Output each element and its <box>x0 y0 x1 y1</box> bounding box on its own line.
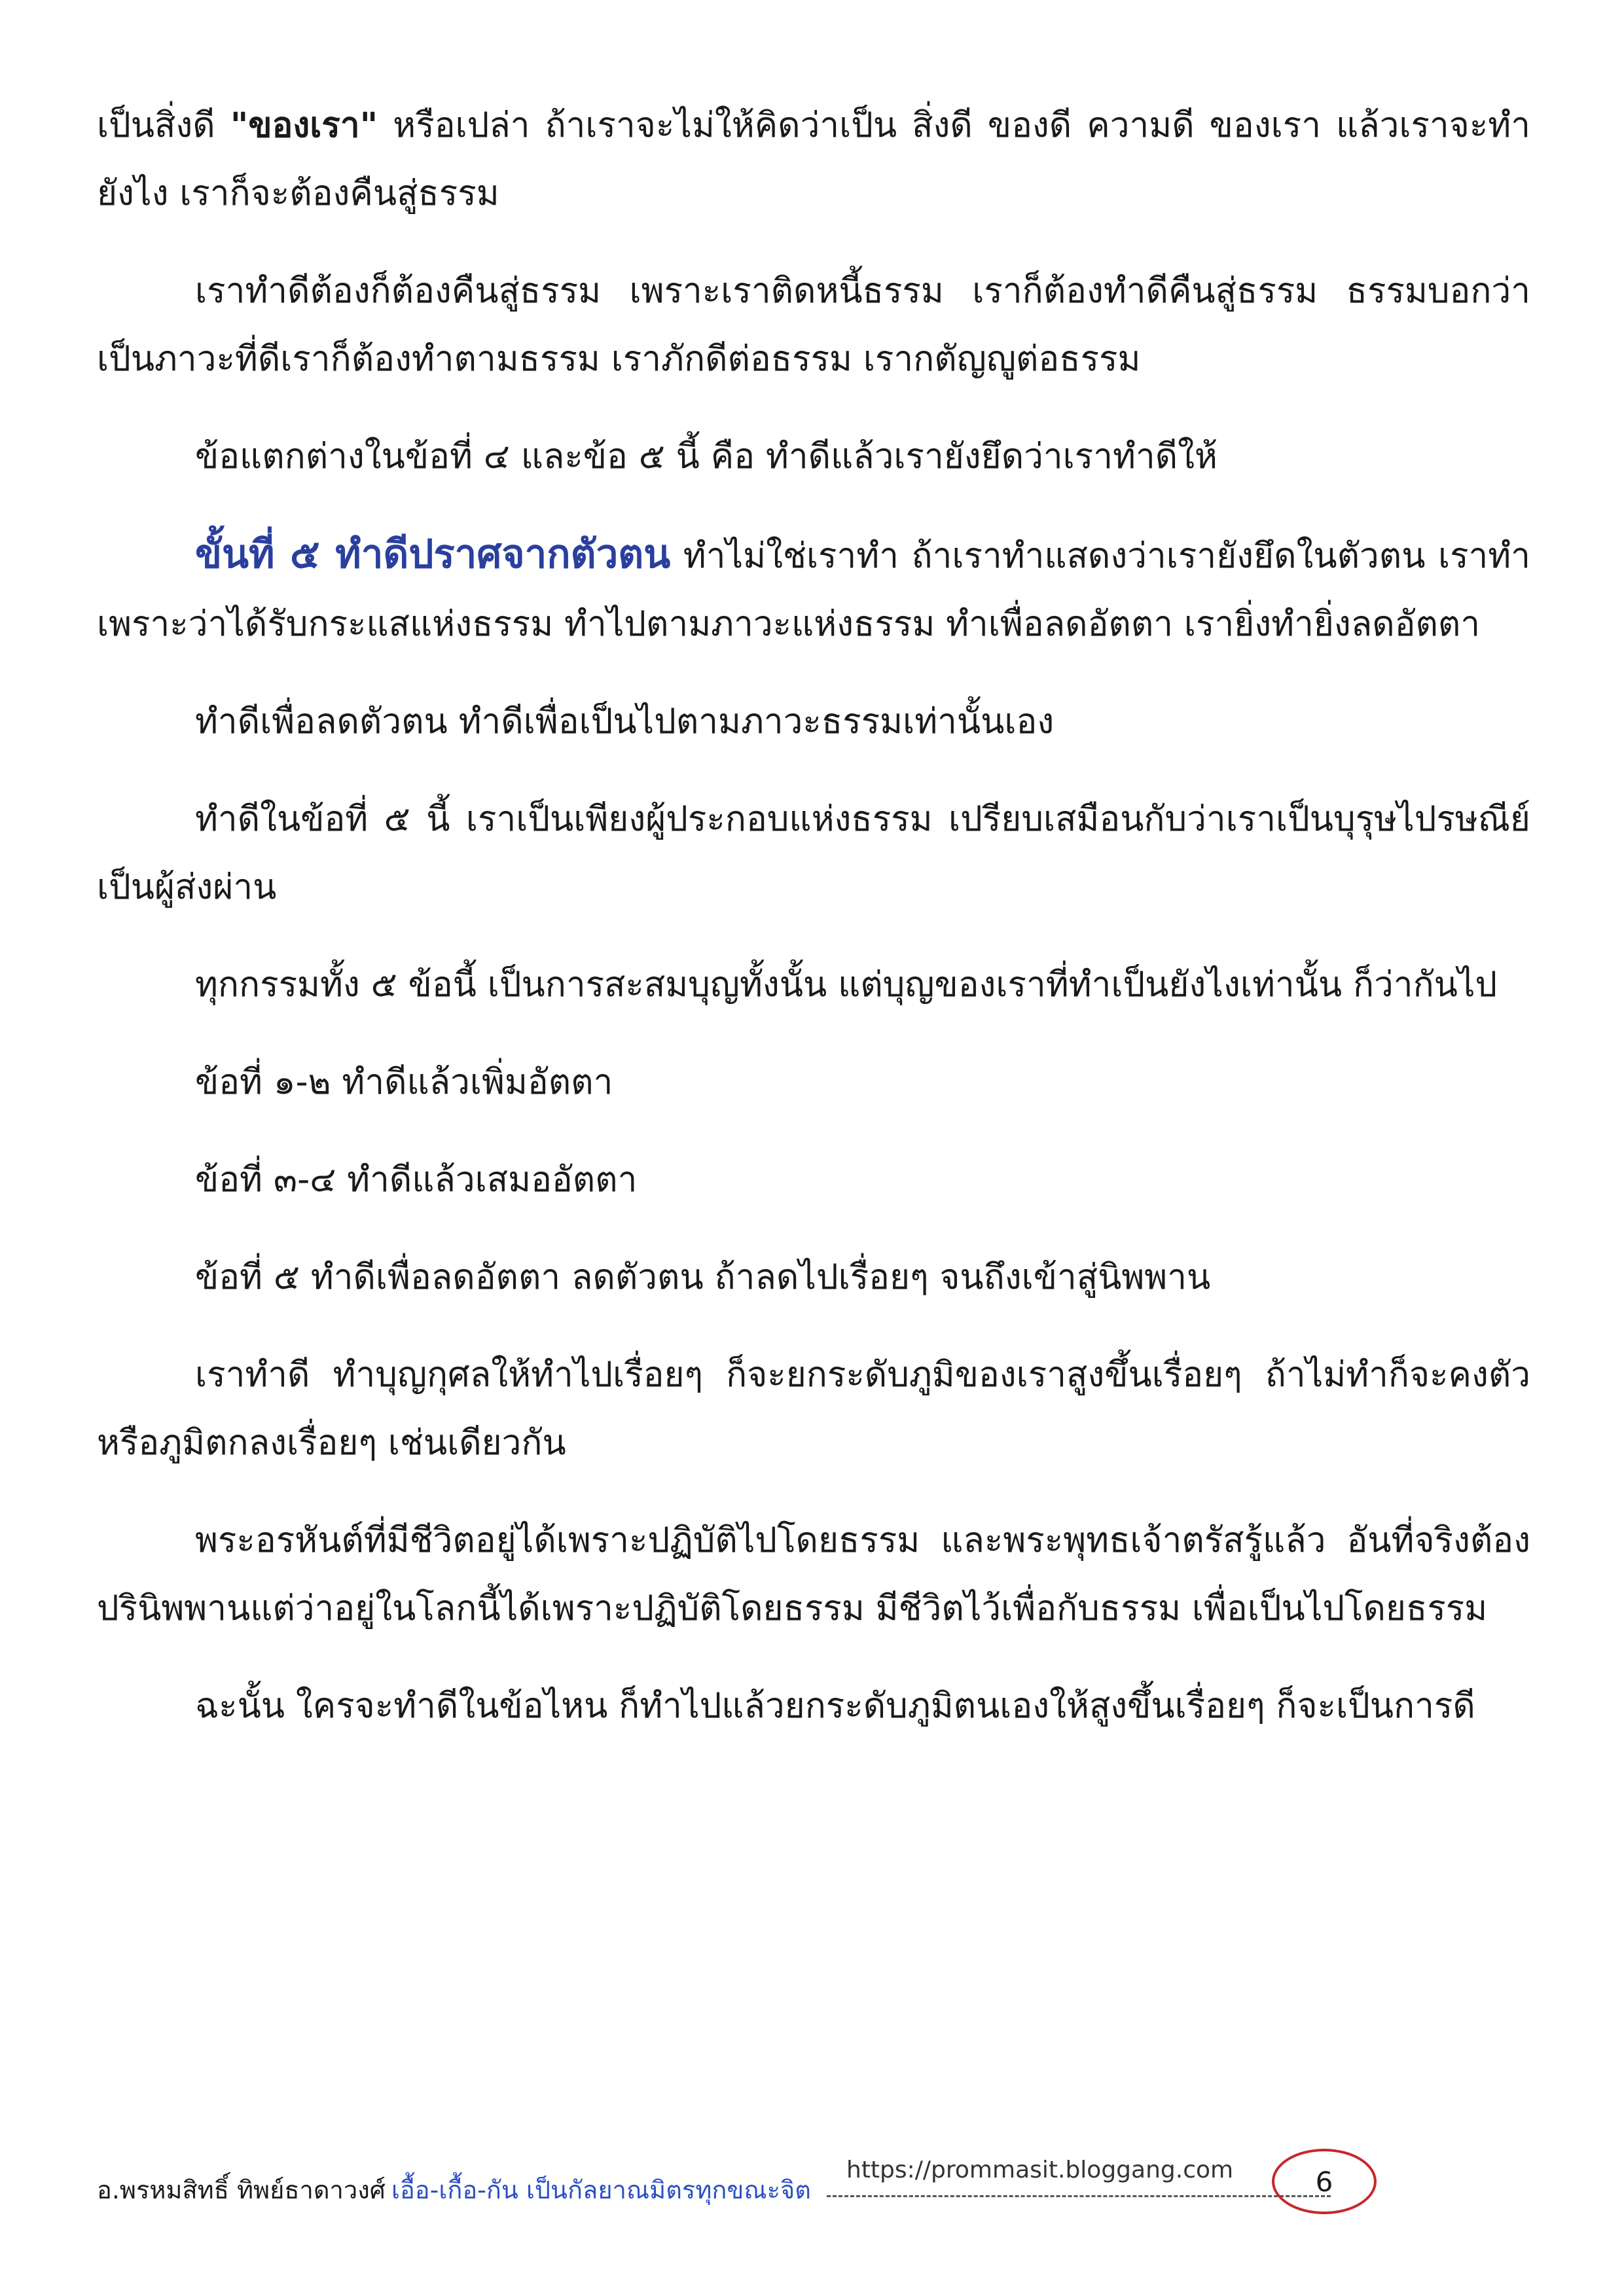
page-number-badge <box>1272 2149 1377 2214</box>
paragraph-2: เราทำดีต้องก็ต้องคืนสู่ธรรม เพราะเราติดหนี้ธรรม เราก็ต้องทำดีคืนสู่ธรรม ธรรมบอกว่าเป็นภาวะที่ดีเราก็ต้องทำตามธรรม เราภักดีต่อธรรม เรากตัญญูต่อธรรม <box>97 271 1530 379</box>
page-number: 6 <box>1315 2165 1333 2198</box>
paragraph-12: พระอรหันต์ที่มีชีวิตอยู่ได้เพราะปฏิบัติไปโดยธรรม และพระพุทธเจ้าตรัสรู้แล้ว อันที่จริงต้องปรินิพพานแต่ว่าอยู่ในโลกนี้ได้เพราะปฏิบัติโดยธรรม มีชีวิตไว้เพื่อกับธรรม เพื่อเป็นไปโดยธรรม <box>97 1520 1530 1628</box>
step-5-heading: ขั้นที่ ๕ ทำดีปราศจากตัวตน <box>195 531 671 577</box>
footer-slogan: เอื้อ-เกื้อ-กัน เป็นกัลยาณมิตรทุกขณะจิต <box>391 2176 811 2204</box>
paragraph-1-after: หรือเปล่า ถ้าเราจะไม่ให้คิดว่าเป็น สิ่งดี ของดี ความดี ของเรา แล้วเราจะทำยังไง เราก็จะต้องคืนสู่ธรรม <box>97 105 1530 213</box>
paragraph-6: ทำดีในข้อที่ ๕ นี้ เราเป็นเพียงผู้ประกอบแห่งธรรม เปรียบเสมือนกับว่าเราเป็นบุรุษไปรษณีย์ เป็นผู้ส่งผ่าน <box>97 799 1530 907</box>
footer-author: อ.พรหมสิทธิ์ ทิพย์ธาดาวงศ์ <box>97 2176 386 2204</box>
paragraph-10: ข้อที่ ๕ ทำดีเพื่อลดอัตตา ลดตัวตน ถ้าลดไปเรื่อยๆ จนถึงเข้าสู่นิพพาน <box>195 1257 1211 1297</box>
paragraph-1-bold: "ของเรา" <box>230 105 378 145</box>
paragraph-4-text: ทำไม่ใช่เราทำ ถ้าเราทำแสดงว่าเรายังยึดในตัวตน เราทำเพราะว่าได้รับกระแสแห่งธรรม ทำไปตามภาวะแห่งธรรม ทำเพื่อลดอัตตา เรายิ่งทำยิ่งลดอัตตา <box>97 536 1530 644</box>
paragraph-1 <box>97 92 1530 228</box>
body-text <box>97 92 1530 1770</box>
page-footer <box>97 2144 1530 2215</box>
paragraph-7: ทุกกรรมทั้ง ๕ ข้อนี้ เป็นการสะสมบุญทั้งนั้น แต่บุญของเราที่ทำเป็นยังไงเท่านั้น ก็ว่ากันไป <box>195 965 1498 1005</box>
footer-url-link[interactable]: https://prommasit.bloggang.com <box>827 2157 1331 2197</box>
paragraph-3: ข้อแตกต่างในข้อที่ ๔ และข้อ ๕ นี้ คือ ทำดีแล้วเรายังยึดว่าเราทำดีให้ <box>195 437 1218 476</box>
paragraph-8: ข้อที่ ๑-๒ ทำดีแล้วเพิ่มอัตตา <box>195 1062 613 1102</box>
paragraph-13: ฉะนั้น ใครจะทำดีในข้อไหน ก็ทำไปแล้วยกระดับภูมิตนเองให้สูงขึ้นเรื่อยๆ ก็จะเป็นการดี <box>195 1686 1475 1726</box>
paragraph-11: เราทำดี ทำบุญกุศลให้ทำไปเรื่อยๆ ก็จะยกระดับภูมิของเราสูงขึ้นเรื่อยๆ ถ้าไม่ทำก็จะคงตัวหรือภูมิตกลงเรื่อยๆ เช่นเดียวกัน <box>97 1355 1530 1463</box>
paragraph-4 <box>97 520 1530 658</box>
paragraph-9: ข้อที่ ๓-๔ ทำดีแล้วเสมออัตตา <box>195 1160 638 1200</box>
paragraph-1-before: เป็นสิ่งดี <box>97 105 230 145</box>
paragraph-5: ทำดีเพื่อลดตัวตน ทำดีเพื่อเป็นไปตามภาวะธรรมเท่านั้นเอง <box>195 702 1055 742</box>
